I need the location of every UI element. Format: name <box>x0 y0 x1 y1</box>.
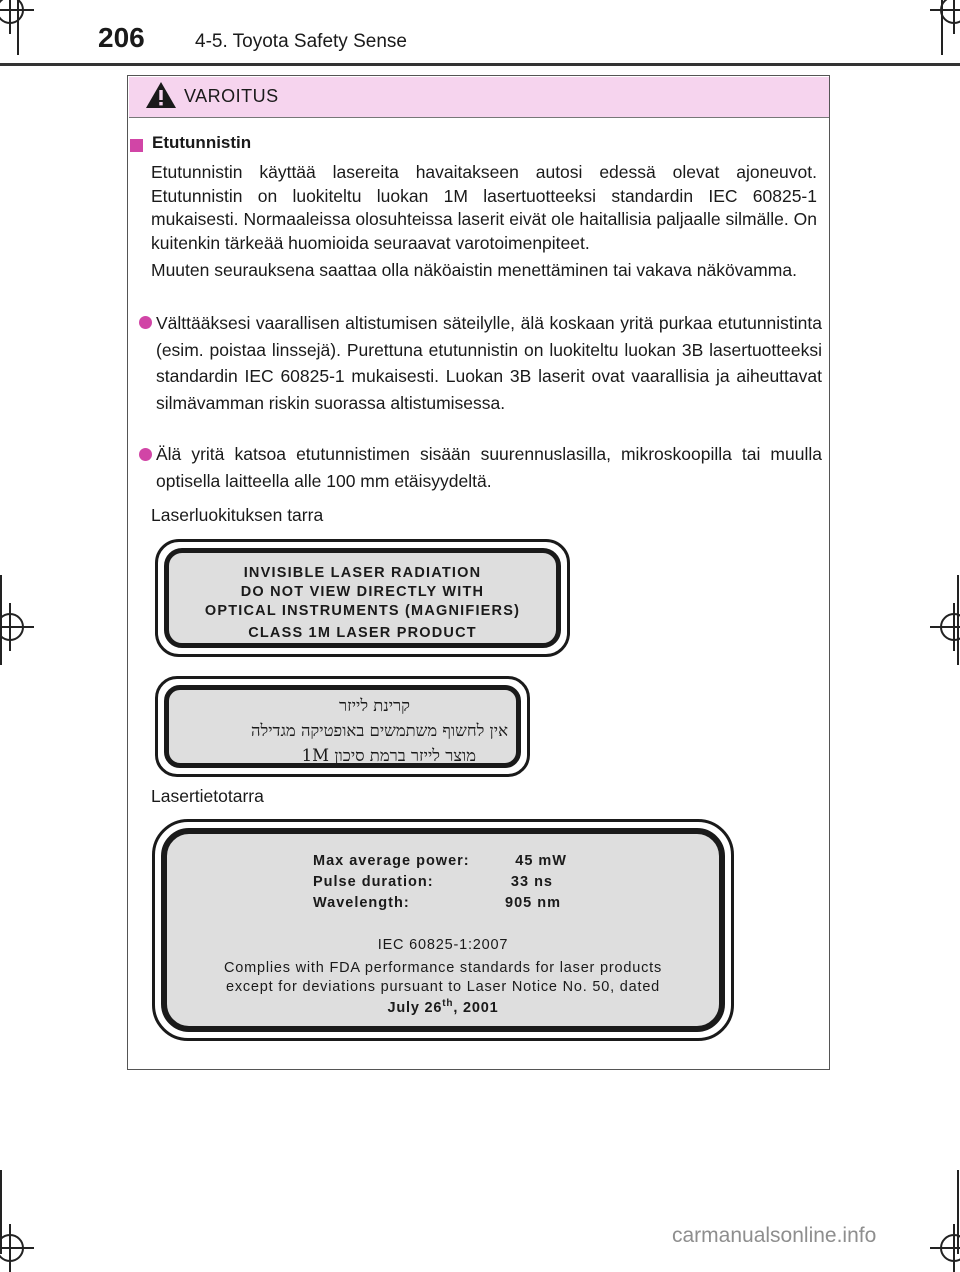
spec-value: 905 nm <box>505 895 561 911</box>
paragraph: Muuten seurauksena saattaa olla näköaistin menettäminen tai vakava näkövamma. <box>151 260 797 280</box>
crop-line <box>17 0 19 55</box>
crop-mark-top-right <box>940 0 960 24</box>
crop-line <box>0 575 2 665</box>
section-heading: Etutunnistin <box>152 133 252 152</box>
label-panel <box>164 548 561 648</box>
spec-value: 45 mW <box>515 853 567 869</box>
crop-line <box>957 1170 959 1254</box>
laser-classification-label-en <box>155 539 570 657</box>
spec-label: Pulse duration: <box>313 874 434 890</box>
crop-mark-mid-left <box>0 613 24 641</box>
date-tail: , 2001 <box>453 999 499 1016</box>
header-rule <box>0 63 960 66</box>
date-text <box>167 998 719 1016</box>
bullet-item: Välttääksesi vaarallisen altistumisen säteilylle, älä koskaan yritä purkaa etutunnistinta (esim. poistaa linssejä). Purettuna etutunnistin on luokiteltu luokan 3B lasertuotteeksi standardin IEC 60825-1 mukaisesti. Luokan 3B laserit ovat vaarallisia ja aiheuttavat silmävamman riskin suorassa altistumisessa. <box>156 313 822 413</box>
warning-title: VAROITUS <box>184 86 279 106</box>
standard-text: IEC 60825-1:2007 <box>377 937 509 953</box>
circle-bullet-icon <box>139 448 152 461</box>
square-bullet-icon <box>130 139 143 152</box>
laser-info-label <box>152 819 734 1041</box>
spec-value: 33 ns <box>510 874 553 890</box>
caption-info-label: Lasertietotarra <box>151 786 264 806</box>
laser-classification-label-he <box>155 676 530 777</box>
label-line: מוצר לייזר ברמת סיכון 1M <box>301 746 476 765</box>
crop-mark-top-left <box>0 0 24 24</box>
label-panel <box>164 685 521 768</box>
crop-line <box>0 1170 2 1254</box>
label-line: OPTICAL INSTRUMENTS (MAGNIFIERS) <box>204 603 521 619</box>
watermark-text: carmanualsonline.info <box>672 1224 877 1247</box>
bullet-item: Älä yritä katsoa etutunnistimen sisään suurennuslasilla, mikroskoopilla tai muulla optisella laitteella alle 100 mm etäisyydeltä. <box>156 444 822 491</box>
label-line: אין לחשוף משתמשים באופטיקה מגדילה <box>251 721 508 740</box>
crop-line <box>941 0 943 55</box>
caption-classification-label: Laserluokituksen tarra <box>151 505 324 525</box>
spec-label: Wavelength: <box>313 895 410 911</box>
circle-bullet-icon <box>139 316 152 329</box>
crop-mark-bottom-left <box>0 1234 24 1262</box>
date-main: July 26 <box>387 999 443 1016</box>
crop-line <box>957 575 959 665</box>
paragraph: Etutunnistin käyttää lasereita havaitakseen autosi edessä olevat ajoneuvot. Etutunnistin on luokiteltu luokan 1M lasertuotteeksi standardin IEC 60825-1 mukaisesti. Normaaleissa olosuhteissa laserit eivät ole haitallisia paljaalle silmälle. On kuitenkin tärkeää huomioida seuraavat varotoimenpiteet. <box>151 162 817 253</box>
section-title: 4-5. Toyota Safety Sense <box>195 31 407 52</box>
label-panel <box>161 828 725 1032</box>
label-line: INVISIBLE LASER RADIATION <box>243 565 482 581</box>
label-line: CLASS 1M LASER PRODUCT <box>248 625 477 641</box>
page-number: 206 <box>98 22 145 53</box>
date-superscript: th <box>442 998 454 1009</box>
spec-label: Max average power: <box>313 853 470 869</box>
warning-triangle-icon <box>145 81 177 114</box>
compliance-text: except for deviations pursuant to Laser Notice No. 50, dated <box>225 979 661 995</box>
label-line: DO NOT VIEW DIRECTLY WITH <box>240 584 485 600</box>
label-line: קרינת לייזר <box>338 696 410 715</box>
compliance-text: Complies with FDA performance standards for laser products <box>223 960 663 976</box>
